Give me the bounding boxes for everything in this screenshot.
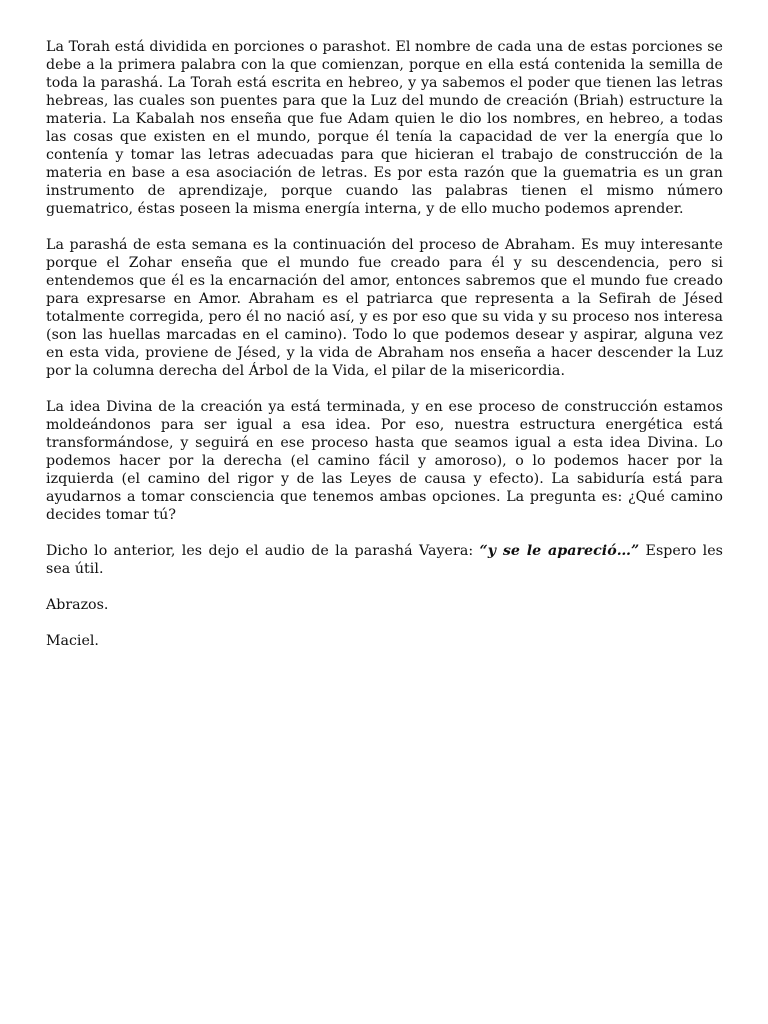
paragraph-divine-idea: La idea Divina de la creación ya está terminada, y en ese proceso de construcción estamos moldeándonos para ser igual a esa idea. Por eso, nuestra estructura energética está transformándose, y seguirá en ese proceso hasta que seamos igual a esta idea Divina. Lo podemos hacer por la derecha (el camino fácil y amoroso), o lo podemos hacer por la izquierda (el camino del rigor y de las Leyes de causa y efecto). La sabiduría está para ayudarnos a tomar consciencia que tenemos ambas opciones. La pregunta es: ¿Qué camino decides tomar tú? — [46, 399, 723, 523]
parasha-title-emphasis: “y se le apareció…” — [479, 543, 640, 559]
signature: Maciel. — [46, 633, 99, 649]
paragraph-abraham: La parashá de esta semana es la continuación del proceso de Abraham. Es muy interesante porque el Zohar enseña que el mundo fue creado para él y su descendencia, pero si entendemos que él es la encarnación del amor, entonces sabremos que el mundo fue creado para expresarse en Amor. Abraham es el patriarca que representa a la Sefirah de Jésed totalmente corregida, pero él no nació así, y es por eso que su vida y su proceso nos interesa (son las huellas marcadas en el camino). Todo lo que podemos desear y aspirar, alguna vez en esta vida, proviene de Jésed, y la vida de Abraham nos enseña a hacer descender la Luz por la columna derecha del Árbol de la Vida, el pilar de la misericordia. — [46, 237, 723, 379]
paragraph-torah-parashot: La Torah está dividida en porciones o parashot. El nombre de cada una de estas porciones se debe a la primera palabra con la que comienzan, porque en ella está contenida la semilla de toda la parashá. La Torah está escrita en hebreo, y ya sabemos el poder que tienen las letras hebreas, las cuales son puentes para que la Luz del mundo de creación (Briah) estructure la materia. La Kabalah nos enseña que fue Adam quien le dio los nombres, en hebreo, a todas las cosas que existen en el mundo, porque él tenía la capacidad de ver la energía que lo contenía y tomar las letras adecuadas para que hicieran el trabajo de construcción de la materia en base a esa asociación de letras. Es por esta razón que la guematria es un gran instrumento de aprendizaje, porque cuando las palabras tienen el mismo número guematrico, éstas poseen la misma energía interna, y de ello mucho podemos aprender. — [46, 39, 723, 217]
document-page — [46, 38, 723, 668]
paragraph-audio-note — [46, 542, 723, 578]
audio-note-text: Dicho lo anterior, les dejo el audio de la parashá Vayera: — [46, 543, 480, 559]
closing-greeting: Abrazos. — [46, 597, 109, 613]
audio-note-closing-text: Espero les sea útil. — [46, 543, 724, 577]
